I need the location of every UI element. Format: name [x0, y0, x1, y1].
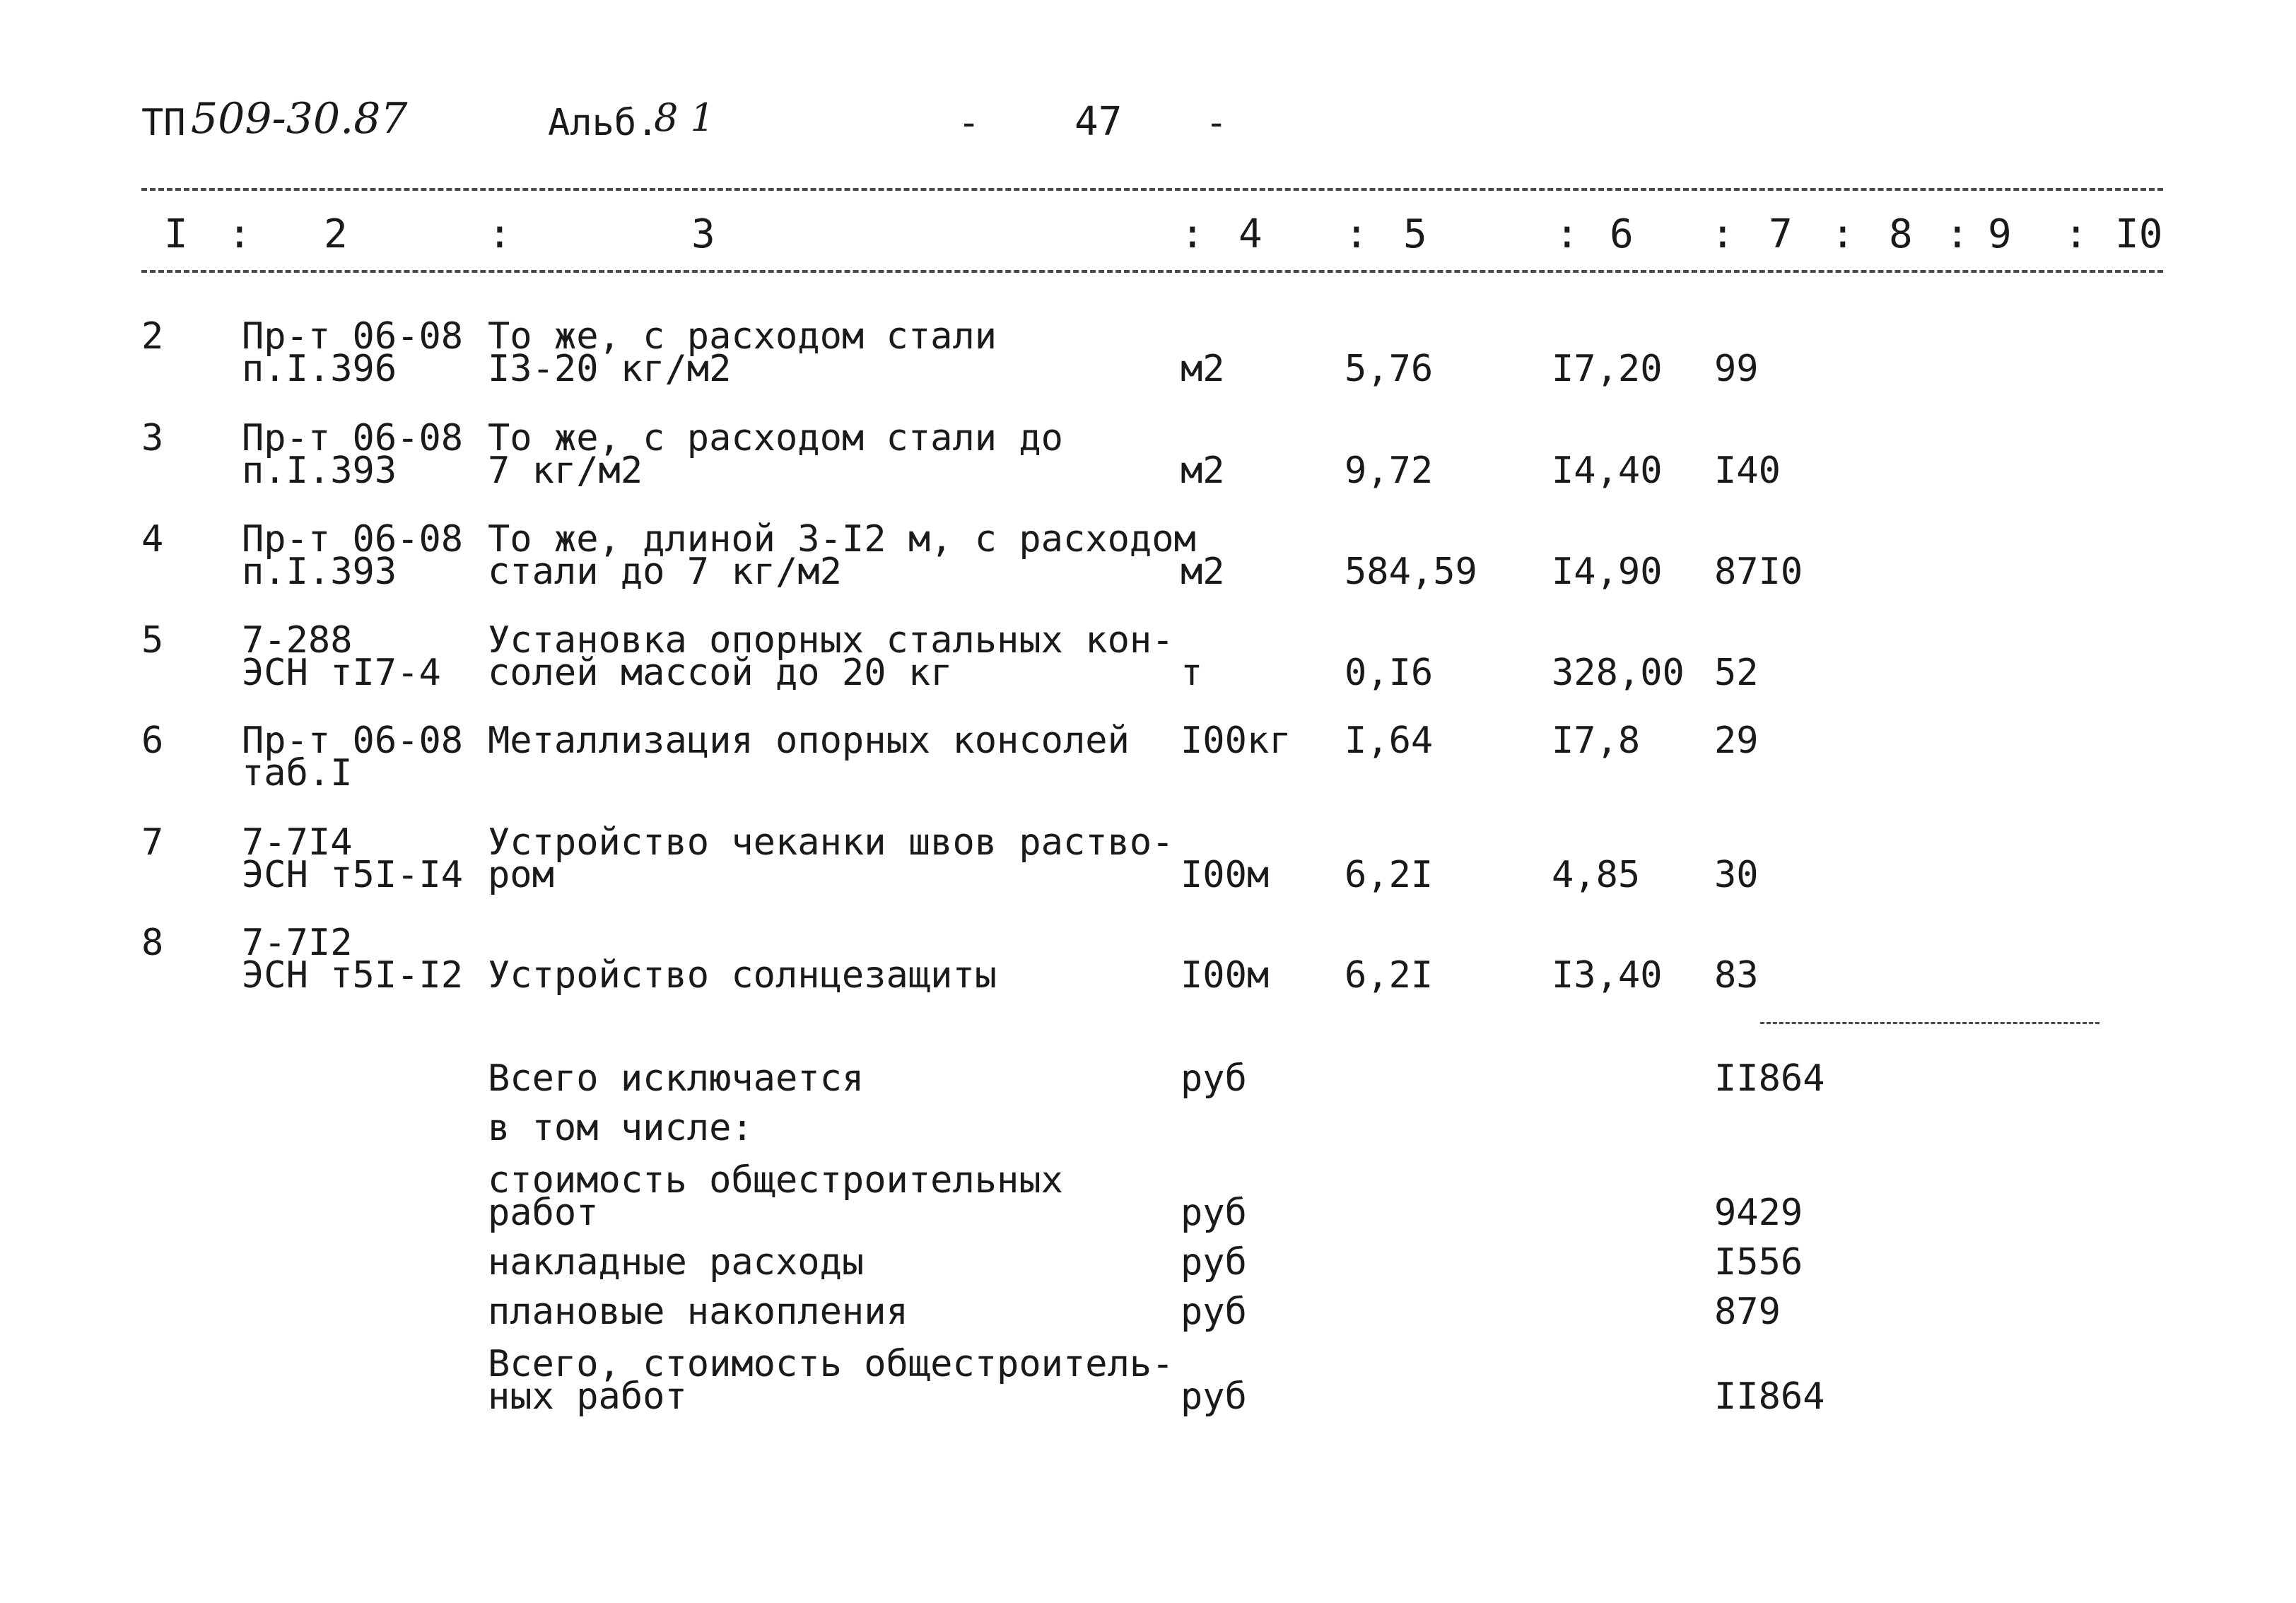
row-unit-price: 4,85	[1552, 854, 1641, 896]
summary-unit: руб	[1181, 1192, 1247, 1234]
column-separator: :	[1345, 211, 1369, 257]
row-cost: 99	[1714, 348, 1759, 390]
album-label: Альб.	[548, 102, 659, 144]
row-desc-line2: Устройство солнцезащиты	[488, 954, 997, 997]
row-number: 8	[141, 922, 164, 964]
row-cost: I40	[1714, 450, 1781, 492]
row-desc-line1: Металлизация опорных консолей	[488, 720, 1130, 762]
row-unit-price: I3,40	[1552, 954, 1663, 997]
table-header-rule	[141, 270, 2163, 273]
row-number: 7	[141, 821, 164, 864]
row-quantity: 6,2I	[1345, 954, 1434, 997]
row-cost: 52	[1714, 652, 1759, 694]
row-code-line1: Пр-т 06-08	[242, 518, 464, 560]
row-desc-line2: стали до 7 кг/м2	[488, 551, 842, 593]
row-code-line1: 7-7I2	[242, 922, 353, 964]
column-2: 2	[324, 211, 348, 257]
row-unit-price: 328,00	[1552, 652, 1685, 694]
summary-construction-label-line2: работ	[488, 1192, 599, 1234]
column-4: 4	[1238, 211, 1263, 257]
header-dash-left: -	[958, 102, 980, 144]
column-1: I	[164, 211, 188, 257]
column-separator: :	[1555, 211, 1579, 257]
header-dash-right: -	[1205, 102, 1228, 144]
row-cost: 87I0	[1714, 551, 1803, 593]
row-desc-line1: То же, с расходом стали до	[488, 417, 1063, 459]
row-number: 2	[141, 315, 164, 358]
album-number: 8 1	[654, 95, 715, 140]
row-code-line2: ЭСН т5I-I2	[242, 954, 464, 997]
summary-value: I556	[1714, 1241, 1803, 1284]
row-unit-price: I4,40	[1552, 450, 1663, 492]
row-code-line2: п.I.393	[242, 450, 397, 492]
row-cost: 83	[1714, 954, 1759, 997]
table-top-rule	[141, 188, 2163, 191]
row-unit: м2	[1181, 348, 1225, 390]
row-cost: 30	[1714, 854, 1759, 896]
column-5: 5	[1403, 211, 1427, 257]
row-unit-price: I7,8	[1552, 720, 1641, 762]
column-10: I0	[2115, 211, 2163, 257]
summary-value: II864	[1714, 1057, 1825, 1100]
row-desc-line2: I3-20 кг/м2	[488, 348, 732, 390]
row-quantity: 584,59	[1345, 551, 1477, 593]
page-number: 47	[1074, 99, 1123, 145]
row-unit: I00м	[1181, 854, 1270, 896]
summary-overhead-label: накладные расходы	[488, 1241, 865, 1284]
row-code-line1: 7-288	[242, 619, 353, 662]
row-number: 4	[141, 518, 164, 560]
summary-grand-total-label-line1: Всего, стоимость общестроитель-	[488, 1343, 1174, 1385]
column-separator: :	[2064, 211, 2088, 257]
row-desc-line1: Устройство чеканки швов раство-	[488, 821, 1174, 864]
row-quantity: 5,76	[1345, 348, 1434, 390]
summary-including-label: в том числе:	[488, 1107, 754, 1149]
row-unit-price: I7,20	[1552, 348, 1663, 390]
row-code-line2: п.I.396	[242, 348, 397, 390]
summary-unit: руб	[1181, 1057, 1247, 1100]
tp-number: 509-30.87	[191, 94, 408, 143]
summary-value: 9429	[1714, 1192, 1803, 1234]
row-quantity: 6,2I	[1345, 854, 1434, 896]
summary-construction-label-line1: стоимость общестроительных	[488, 1159, 1063, 1202]
column-separator: :	[228, 211, 252, 257]
column-9: 9	[1988, 211, 2012, 257]
row-code-line1: Пр-т 06-08	[242, 720, 464, 762]
row-number: 3	[141, 417, 164, 459]
row-code-line2: ЭСН тI7-4	[242, 652, 441, 694]
row-desc-line1: То же, длиной 3-I2 м, с расходом	[488, 518, 1196, 560]
row-number: 6	[141, 720, 164, 762]
subtotal-rule	[1760, 1022, 2099, 1024]
column-7: 7	[1769, 211, 1793, 257]
row-unit: I00м	[1181, 954, 1270, 997]
row-quantity: 9,72	[1345, 450, 1434, 492]
row-code-line2: ЭСН т5I-I4	[242, 854, 464, 896]
column-separator: :	[1831, 211, 1855, 257]
summary-unit: руб	[1181, 1375, 1247, 1418]
column-separator: :	[1711, 211, 1735, 257]
tp-label: ТП	[141, 102, 186, 144]
row-desc-line2: 7 кг/м2	[488, 450, 643, 492]
row-unit: м2	[1181, 551, 1225, 593]
row-code-line1: 7-7I4	[242, 821, 353, 864]
row-quantity: I,64	[1345, 720, 1434, 762]
summary-grand-total-label-line2: ных работ	[488, 1375, 687, 1418]
row-number: 5	[141, 619, 164, 662]
column-8: 8	[1889, 211, 1913, 257]
column-6: 6	[1610, 211, 1634, 257]
row-desc-line1: Установка опорных стальных кон-	[488, 619, 1174, 662]
row-code-line1: Пр-т 06-08	[242, 315, 464, 358]
row-code-line2: таб.I	[242, 752, 353, 794]
row-code-line1: Пр-т 06-08	[242, 417, 464, 459]
row-cost: 29	[1714, 720, 1759, 762]
row-unit-price: I4,90	[1552, 551, 1663, 593]
summary-unit: руб	[1181, 1291, 1247, 1333]
row-quantity: 0,I6	[1345, 652, 1434, 694]
row-code-line2: п.I.393	[242, 551, 397, 593]
column-separator: :	[1945, 211, 1969, 257]
summary-value: 879	[1714, 1291, 1781, 1333]
row-unit: I00кг	[1181, 720, 1292, 762]
column-separator: :	[1181, 211, 1205, 257]
summary-value: II864	[1714, 1375, 1825, 1418]
row-unit: м2	[1181, 450, 1225, 492]
summary-total-label: Всего исключается	[488, 1057, 865, 1100]
column-3: 3	[691, 211, 715, 257]
row-unit: т	[1181, 652, 1203, 694]
row-desc-line2: солей массой до 20 кг	[488, 652, 953, 694]
column-separator: :	[488, 211, 512, 257]
row-desc-line1: То же, с расходом стали	[488, 315, 997, 358]
row-desc-line2: ром	[488, 854, 554, 896]
summary-unit: руб	[1181, 1241, 1247, 1284]
summary-savings-label: плановые накопления	[488, 1291, 908, 1333]
